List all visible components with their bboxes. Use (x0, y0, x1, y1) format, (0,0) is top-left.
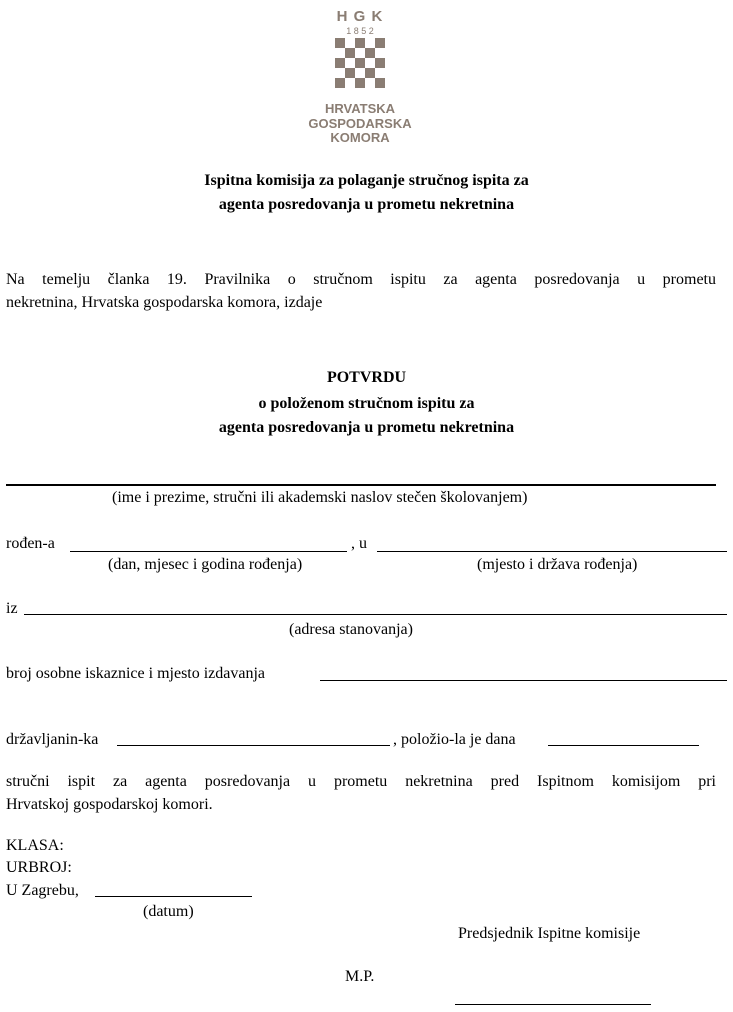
logo-name-line3: KOMORA (330, 130, 390, 145)
exam-paragraph (6, 770, 716, 816)
intro-paragraph (6, 268, 716, 314)
address-field[interactable] (24, 614, 727, 615)
id-label: broj osobne iskaznice i mjesto izdavanja (6, 665, 266, 682)
heading-line1: Ispitna komisija za polaganje stručnog ispita za (204, 172, 529, 189)
exam-line2: Hrvatskoj gospodarskoj komori. (6, 796, 213, 813)
signature-field[interactable] (455, 1004, 651, 1005)
place-label: U Zagrebu, (6, 882, 79, 899)
passed-label: , položio-la je dana (393, 731, 516, 748)
logo-name-line2: GOSPODARSKA (308, 116, 412, 131)
id-field[interactable] (320, 680, 727, 681)
checkerboard-icon (335, 38, 386, 89)
logo-name-line1: HRVATSKA (324, 101, 396, 116)
heading-line2: agenta posredovanja u prometu nekretnina (218, 196, 515, 213)
birth-date-field[interactable] (70, 551, 347, 552)
birth-date-caption: (dan, mjesec i godina rođenja) (108, 556, 303, 573)
citizen-label: državljanin-ka (6, 731, 99, 748)
born-separator: , u (351, 535, 367, 552)
exam-date-field[interactable] (548, 745, 699, 746)
intro-line2: nekretnina, Hrvatska gospodarska komora, izdaje (6, 294, 323, 311)
issue-date-field[interactable] (95, 896, 252, 897)
exam-line1: stručni ispit za agenta posredovanja u prometu nekretnina pred Ispitnom komisijom pri (6, 773, 716, 790)
title-line3: agenta posredovanja u prometu nekretnina (218, 419, 515, 436)
birth-place-caption: (mjesto i država rođenja) (477, 556, 638, 573)
address-caption: (adresa stanovanja) (289, 621, 413, 638)
born-label: rođen-a (6, 535, 55, 552)
klasa-label: KLASA: (6, 837, 64, 854)
date-caption: (datum) (143, 903, 194, 920)
from-label: iz (6, 600, 18, 617)
president-label: Predsjednik Ispitne komisije (458, 925, 641, 942)
title-potvrdu: POTVRDU (326, 369, 407, 386)
name-field-line[interactable] (6, 484, 716, 486)
logo-letters: H G K (336, 8, 384, 25)
name-caption: (ime i prezime, stručni ili akademski naslov stečen školovanjem) (112, 489, 528, 506)
title-line2: o položenom stručnom ispitu za (258, 395, 475, 412)
birth-place-field[interactable] (377, 551, 727, 552)
citizenship-field[interactable] (117, 745, 390, 746)
logo-year: 1 8 5 2 (346, 26, 374, 36)
intro-line1: Na temelju članka 19. Pravilnika o stručnom ispitu za agenta posredovanja u prometu (6, 271, 716, 288)
stamp-label: M.P. (345, 968, 375, 985)
urbroj-label: URBROJ: (6, 859, 72, 876)
